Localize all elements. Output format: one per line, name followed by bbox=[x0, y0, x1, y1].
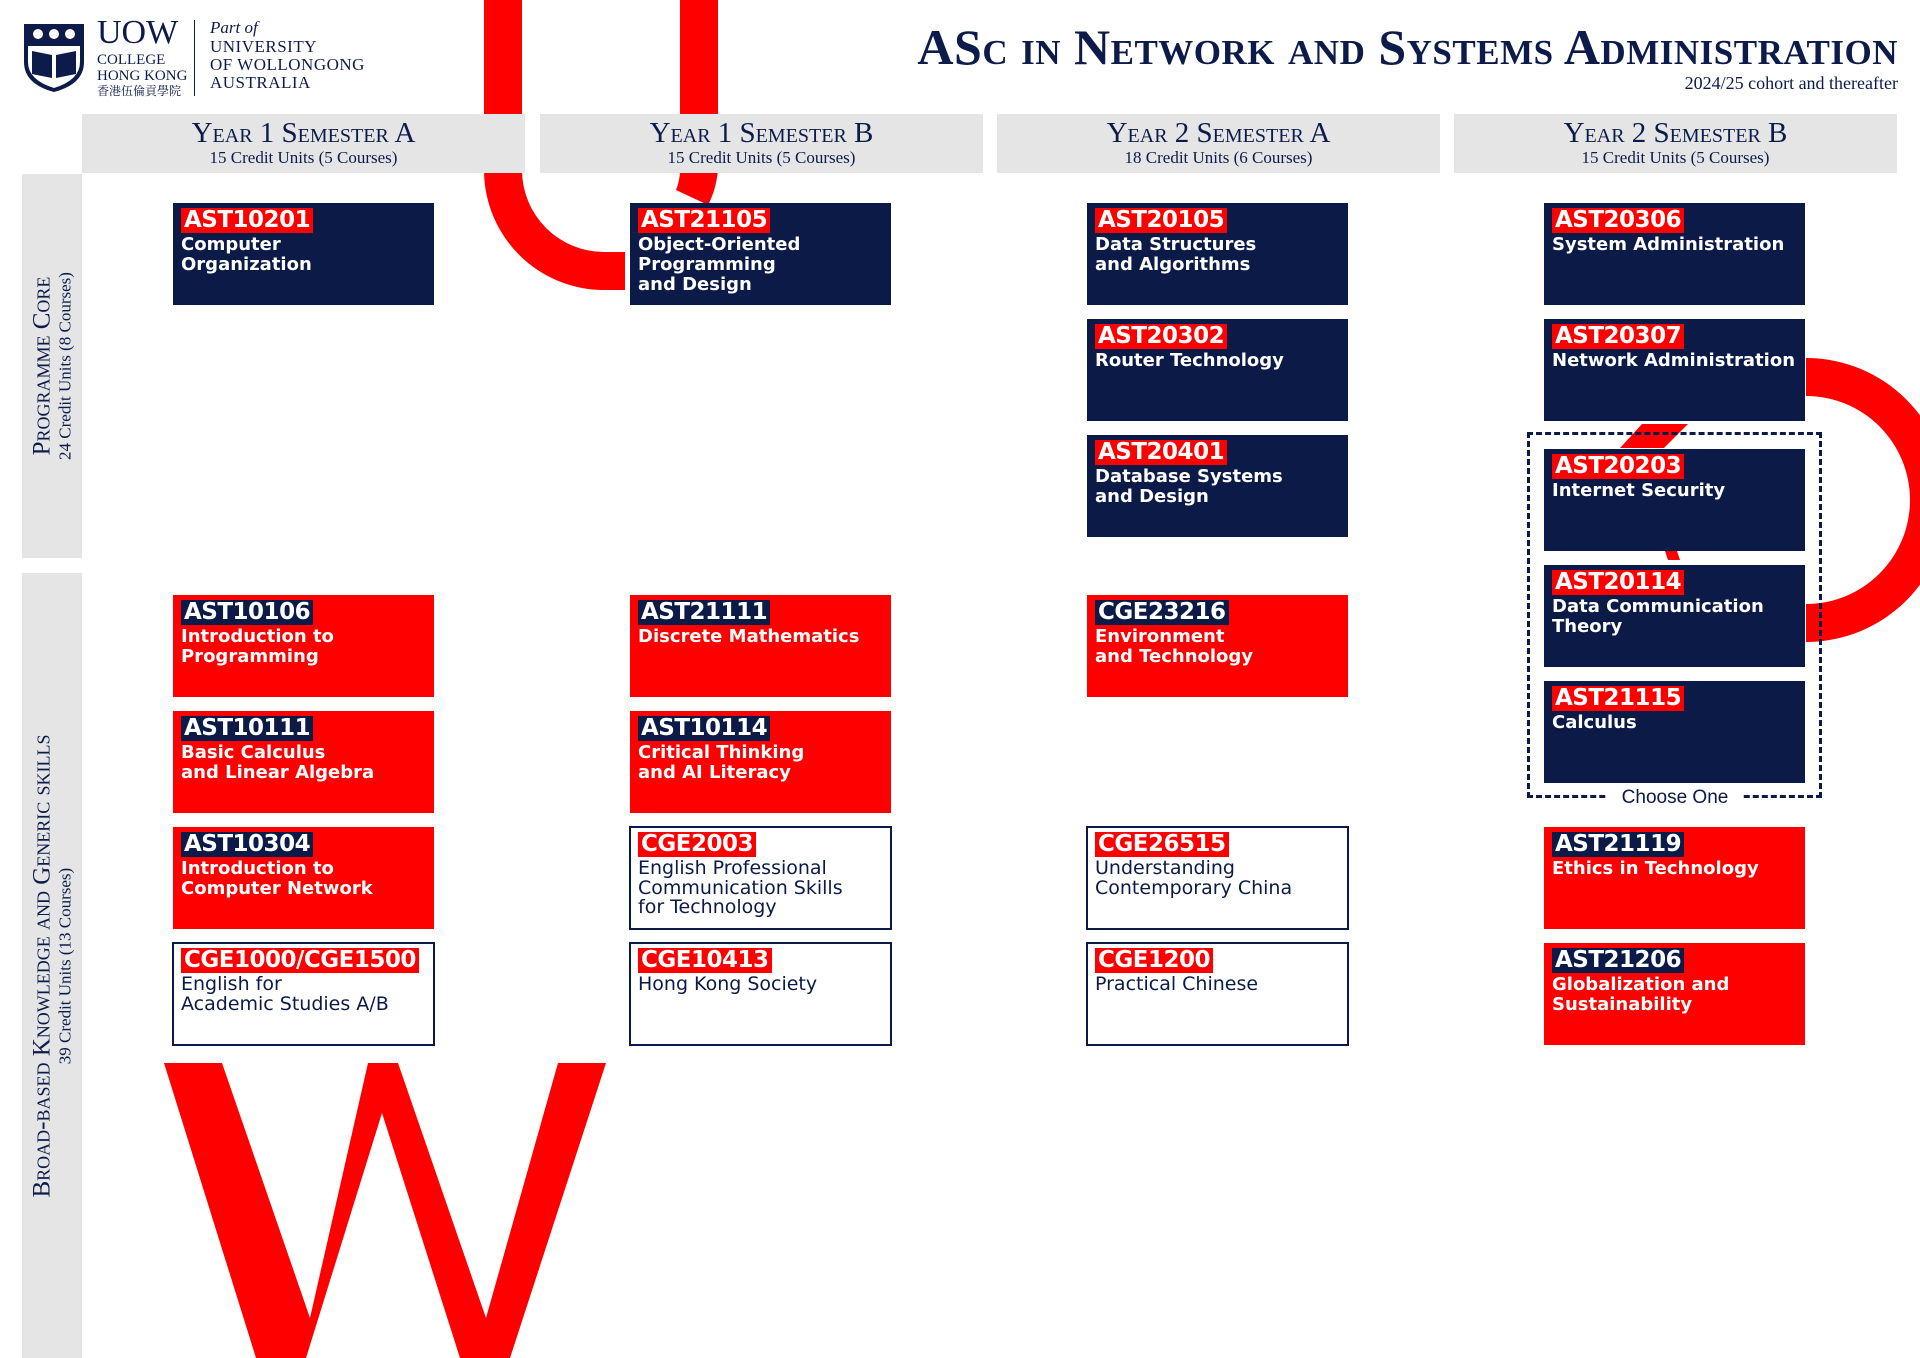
course-code: CGE26515 bbox=[1095, 832, 1229, 857]
row-label-broad-based bbox=[22, 573, 82, 1358]
row-credits: 39 Credit Units (13 Courses) bbox=[55, 867, 75, 1064]
course-name: Ethics in Technology bbox=[1552, 858, 1759, 879]
course-card-cge26515[interactable] bbox=[1086, 826, 1349, 930]
semester-header-3 bbox=[997, 114, 1440, 173]
course-card-cge23216[interactable] bbox=[1087, 595, 1348, 697]
course-code: AST21115 bbox=[1552, 686, 1684, 711]
semester-header-2 bbox=[540, 114, 983, 173]
partof-line-2: OF WOLLONGONG bbox=[210, 55, 365, 74]
course-card-cge10413[interactable] bbox=[629, 942, 892, 1046]
course-name: Understanding Contemporary China bbox=[1095, 857, 1293, 899]
course-name: Database Systems and Design bbox=[1095, 466, 1283, 507]
semester-title: Year 1 Semester A bbox=[191, 117, 416, 149]
partof-block bbox=[210, 18, 365, 92]
semester-credits: 15 Credit Units (5 Courses) bbox=[1581, 148, 1770, 167]
course-code: AST21111 bbox=[638, 600, 770, 625]
course-card-ast10304[interactable] bbox=[173, 827, 434, 929]
row-credits: 24 Credit Units (8 Courses) bbox=[55, 272, 75, 460]
course-name: Computer Organization bbox=[181, 234, 312, 275]
course-code: AST20105 bbox=[1095, 208, 1227, 233]
partof-line-3: AUSTRALIA bbox=[210, 73, 311, 92]
course-name: Environment and Technology bbox=[1095, 626, 1254, 667]
course-code: CGE2003 bbox=[638, 832, 756, 857]
course-code: CGE1200 bbox=[1095, 948, 1213, 973]
logo-brand: UOW bbox=[97, 14, 179, 51]
semester-credits: 15 Credit Units (5 Courses) bbox=[667, 148, 856, 167]
course-name: Calculus bbox=[1552, 712, 1637, 733]
course-code: AST10111 bbox=[181, 716, 313, 741]
logo-chinese: 香港伍倫貢學院 bbox=[97, 84, 182, 98]
course-code: CGE1000/CGE1500 bbox=[181, 948, 419, 973]
college-logo-text bbox=[97, 16, 187, 98]
course-card-ast20401[interactable] bbox=[1087, 435, 1348, 537]
course-card-ast21115[interactable] bbox=[1544, 681, 1805, 783]
row-title: Programme Core bbox=[28, 276, 56, 456]
semester-title: Year 2 Semester B bbox=[1563, 117, 1788, 149]
course-name: Object-Oriented Programming and Design bbox=[638, 234, 801, 295]
course-card-ast20306[interactable] bbox=[1544, 203, 1805, 305]
course-name: Data Structures and Algorithms bbox=[1095, 234, 1257, 275]
course-card-ast10114[interactable] bbox=[630, 711, 891, 813]
semester-title: Year 2 Semester A bbox=[1106, 117, 1331, 149]
course-name: Critical Thinking and AI Literacy bbox=[638, 742, 805, 783]
choose-one-label: Choose One bbox=[1608, 786, 1742, 810]
course-name: Basic Calculus and Linear Algebra bbox=[181, 742, 375, 783]
row-label-programme-core bbox=[22, 174, 82, 558]
course-code: AST10304 bbox=[181, 832, 313, 857]
course-code: AST21119 bbox=[1552, 832, 1684, 857]
decorative-arc-shape bbox=[1806, 358, 1920, 642]
course-code: CGE10413 bbox=[638, 948, 772, 973]
course-name: English for Academic Studies A/B bbox=[181, 973, 389, 1015]
course-card-ast20114[interactable] bbox=[1544, 565, 1805, 667]
course-card-cge1000-cge1500[interactable] bbox=[172, 942, 435, 1046]
course-name: System Administration bbox=[1552, 234, 1785, 255]
course-name: Internet Security bbox=[1552, 480, 1726, 501]
logo-line2: HONG KONG bbox=[97, 68, 188, 84]
semester-header-1 bbox=[82, 114, 525, 173]
course-code: AST20203 bbox=[1552, 454, 1684, 479]
partof-line-1: UNIVERSITY bbox=[210, 37, 317, 56]
course-card-ast21119[interactable] bbox=[1544, 827, 1805, 929]
course-code: AST20302 bbox=[1095, 324, 1227, 349]
course-card-ast20203[interactable] bbox=[1544, 449, 1805, 551]
course-card-ast10111[interactable] bbox=[173, 711, 434, 813]
course-code: AST21105 bbox=[638, 208, 770, 233]
course-name: English Professional Communication Skills for Technology bbox=[638, 857, 843, 918]
decorative-w-shape bbox=[160, 1063, 610, 1358]
course-card-ast21206[interactable] bbox=[1544, 943, 1805, 1045]
course-name: Practical Chinese bbox=[1095, 973, 1259, 995]
course-card-ast10106[interactable] bbox=[173, 595, 434, 697]
page-subtitle: 2024/25 cohort and thereafter bbox=[1684, 73, 1898, 93]
course-name: Introduction to Programming bbox=[181, 626, 334, 667]
partof-label: Part of bbox=[210, 18, 258, 37]
course-code: AST20307 bbox=[1552, 324, 1684, 349]
row-title: Broad-based Knowledge and Generic skills bbox=[28, 733, 56, 1198]
course-code: AST10114 bbox=[638, 716, 770, 741]
semester-title: Year 1 Semester B bbox=[649, 117, 874, 149]
course-code: AST10201 bbox=[181, 208, 313, 233]
course-code: AST21206 bbox=[1552, 948, 1684, 973]
semester-credits: 18 Credit Units (6 Courses) bbox=[1124, 148, 1313, 167]
course-card-ast21105[interactable] bbox=[630, 203, 891, 305]
course-code: CGE23216 bbox=[1095, 600, 1229, 625]
course-name: Router Technology bbox=[1095, 350, 1284, 371]
course-code: AST20114 bbox=[1552, 570, 1684, 595]
course-code: AST20401 bbox=[1095, 440, 1227, 465]
course-name: Globalization and Sustainability bbox=[1552, 974, 1730, 1015]
course-card-ast20302[interactable] bbox=[1087, 319, 1348, 421]
course-card-cge1200[interactable] bbox=[1086, 942, 1349, 1046]
course-name: Network Administration bbox=[1552, 350, 1796, 371]
course-card-cge2003[interactable] bbox=[629, 826, 892, 930]
course-card-ast20307[interactable] bbox=[1544, 319, 1805, 421]
semester-header-4 bbox=[1454, 114, 1897, 173]
course-name: Hong Kong Society bbox=[638, 973, 818, 995]
course-card-ast21111[interactable] bbox=[630, 595, 891, 697]
course-name: Introduction to Computer Network bbox=[181, 858, 373, 899]
course-code: AST20306 bbox=[1552, 208, 1684, 233]
logo-line1: COLLEGE bbox=[97, 52, 166, 68]
uow-shield-logo bbox=[22, 18, 86, 94]
logo-divider bbox=[194, 20, 195, 96]
page-title: ASc in Network and Systems Administration bbox=[917, 19, 1898, 75]
course-name: Data Communication Theory bbox=[1552, 596, 1764, 637]
course-card-ast20105[interactable] bbox=[1087, 203, 1348, 305]
course-code: AST10106 bbox=[181, 600, 313, 625]
semester-credits: 15 Credit Units (5 Courses) bbox=[209, 148, 398, 167]
course-name: Discrete Mathematics bbox=[638, 626, 860, 647]
course-card-ast10201[interactable] bbox=[173, 203, 434, 305]
